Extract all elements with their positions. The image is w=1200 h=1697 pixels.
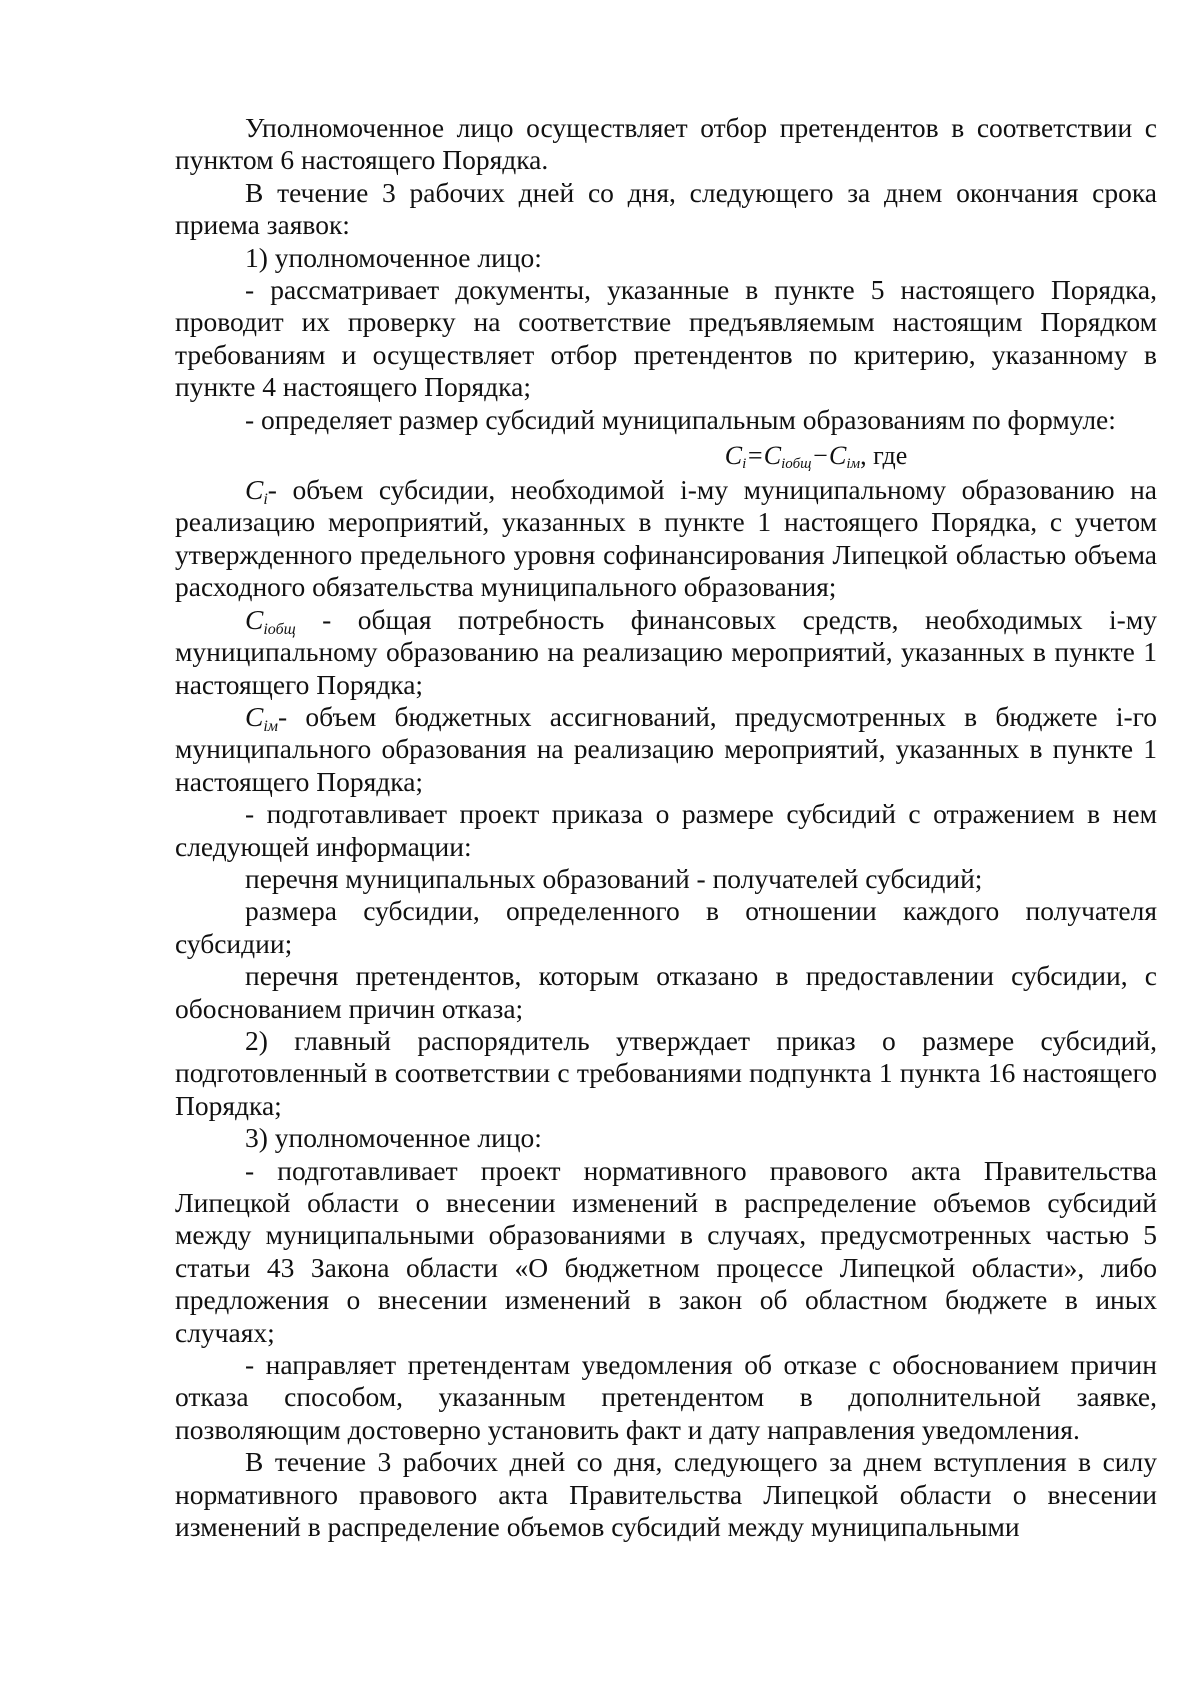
formula-symbol: C — [724, 441, 743, 471]
subsidy-formula — [175, 436, 1157, 474]
variable-letter: C — [245, 474, 264, 506]
variable-symbol — [245, 603, 296, 638]
paragraph-text: - объем бюджетных ассигнований, предусмотренных в бюджете i-го муниципального образования на реализацию мероприятий, указанных в пункте 1 настоящего Порядка; — [175, 700, 1157, 797]
formula-symbol: C — [829, 441, 847, 471]
paragraph: - подготавливает проект приказа о размере субсидий с отражением в нем следующей информации: — [175, 798, 1157, 862]
paragraph: 1) уполномоченное лицо: — [245, 241, 542, 273]
variable-symbol — [245, 474, 268, 509]
paragraph: перечня муниципальных образований - получателей субсидий; — [245, 862, 983, 894]
variable-letter: C — [245, 603, 264, 635]
formula-subscript: i — [742, 456, 747, 473]
formula-operator: − — [811, 441, 830, 471]
variable-subscript: i — [263, 491, 268, 509]
variable-symbol — [245, 700, 278, 735]
formula-expression — [724, 441, 861, 473]
document-body — [175, 112, 1157, 1543]
paragraph — [175, 604, 1157, 701]
paragraph — [175, 474, 1157, 604]
formula-symbol: C — [763, 441, 782, 471]
paragraph: перечня претендентов, которым отказано в предоставлении субсидии, с обоснованием причин отказа; — [175, 960, 1157, 1024]
paragraph: - направляет претендентам уведомления об отказе с обоснованием причин отказа способом, указанным претендентом в дополнительной заявке, позволяющим достоверно установить факт и дату направления уведомления. — [175, 1349, 1157, 1445]
paragraph: - рассматривает документы, указанные в пункте 5 настоящего Порядка, проводит их проверку на соответствие предъявляемым настоящим Порядком требованиям и осуществляет отбор претендентов по критерию, указанному в пункте 4 настоящего Порядка; — [175, 274, 1157, 403]
formula-subscript: iобщ — [781, 456, 812, 473]
formula-subscript: iм — [846, 456, 861, 473]
paragraph: В течение 3 рабочих дней со дня, следующего за днем вступления в силу нормативного правового акта Правительства Липецкой области о внесении изменений в распределение объемов субсидий между муниципальными — [175, 1446, 1157, 1543]
variable-subscript: iм — [263, 717, 278, 735]
formula-tail: , где — [860, 441, 908, 471]
paragraph: 3) уполномоченное лицо: — [245, 1122, 542, 1154]
variable-letter: C — [245, 700, 264, 732]
paragraph-text: - объем субсидии, необходимой i-му муниципальному образованию на реализацию мероприятий, указанных в пункте 1 настоящего Порядка, с учетом утвержденного предельного уровня софинансирования Липецкой областью объема расходного обязательства муниципального образования; — [175, 474, 1157, 603]
paragraph: 2) главный распорядитель утверждает приказ о размере субсидий, подготовленный в соответствии с требованиями подпункта 1 пункта 16 настоящего Порядка; — [175, 1024, 1157, 1121]
variable-subscript: iобщ — [263, 620, 296, 638]
paragraph-text: - общая потребность финансовых средств, необходимых i-му муниципальному образованию на реализацию мероприятий, указанных в пункте 1 настоящего Порядка; — [175, 603, 1157, 700]
paragraph: В течение 3 рабочих дней со дня, следующего за днем окончания срока приема заявок: — [175, 176, 1157, 241]
formula-operator: = — [746, 441, 764, 471]
paragraph: Уполномоченное лицо осуществляет отбор претендентов в соответствии с пунктом 6 настоящего Порядка. — [175, 112, 1157, 176]
paragraph — [175, 701, 1157, 798]
paragraph: - определяет размер субсидий муниципальным образованиям по формуле: — [245, 403, 1116, 435]
paragraph: - подготавливает проект нормативного правового акта Правительства Липецкой области о внесении изменений в распределение объемов субсидий между муниципальными образованиями в случаях, предусмотренных частью 5 статьи 43 Закона области «О бюджетном процессе Липецкой области», либо предложения о внесении изменений в закон об областном бюджете в иных случаях; — [175, 1154, 1157, 1348]
paragraph: размера субсидии, определенного в отношении каждого получателя субсидии; — [175, 895, 1157, 959]
